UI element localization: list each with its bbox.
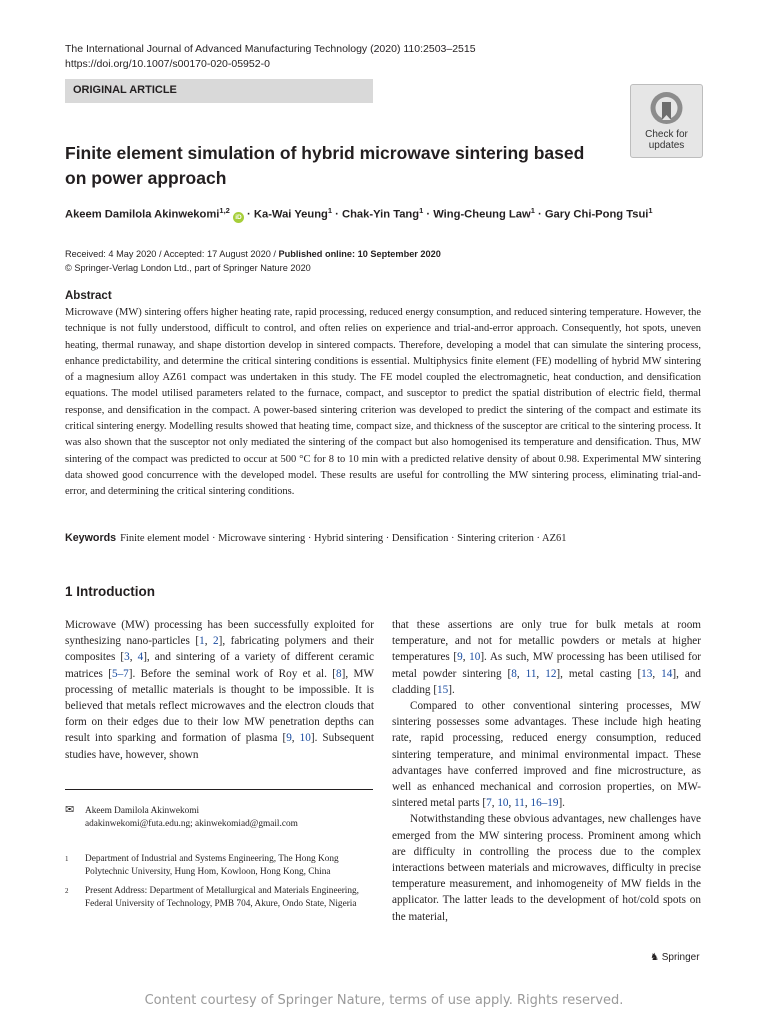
- citation-link[interactable]: 8: [511, 667, 517, 680]
- envelope-icon: ✉: [65, 804, 75, 816]
- citation-link[interactable]: 8: [336, 667, 342, 680]
- received-accepted: Received: 4 May 2020 / Accepted: 17 August 2020 /: [65, 249, 279, 259]
- check-for-updates-icon: [631, 85, 702, 129]
- author-name[interactable]: Akeem Damilola Akinwekomi: [65, 208, 220, 221]
- citation-link[interactable]: 9: [457, 651, 463, 664]
- citation-link[interactable]: 10: [497, 797, 509, 810]
- publication-dates: [65, 247, 441, 275]
- citation-link[interactable]: 16–19: [530, 797, 559, 810]
- author-affiliation: 1,2: [219, 206, 230, 215]
- author-name[interactable]: Gary Chi-Pong Tsui: [544, 208, 649, 221]
- citation-link[interactable]: 14: [661, 667, 673, 680]
- right-column: [392, 617, 701, 925]
- journal-citation: The International Journal of Advanced Manufacturing Technology (2020) 110:2503–2515: [65, 43, 476, 55]
- keywords-label: Keywords: [65, 532, 117, 544]
- citation-link[interactable]: 7: [486, 797, 492, 810]
- citation-link[interactable]: 5–7: [111, 667, 129, 680]
- citation-link[interactable]: 10: [299, 732, 311, 745]
- citation-link[interactable]: 2: [213, 635, 219, 648]
- citation-link[interactable]: 15: [437, 683, 449, 696]
- intro-paragraph: that these assertions are only true for bulk metals at room temperature, and not for metallic powders or metals at higher temperatures [9, 10]. As such, MW processing has been utilised for metal powder sintering [8, 11, 12], metal casting [13, 14], and cladding [15].: [392, 619, 702, 696]
- intro-paragraph: Compared to other conventional sintering processes, MW sintering possesses some advantages. These include high heating rate, rapid processing, reduced energy consumption, reduced sintering temperature, and minimal environmental impact. These advantages have conferred improved and fine microstructure, as well as enhanced mechanical and corrosion properties, on MW-sintered metal parts [7, 10, 11, 16–19].: [392, 700, 701, 810]
- keywords-text: Finite element model · Microwave sintering · Hybrid sintering · Densification · Sintering criterion · AZ61: [120, 533, 567, 544]
- author-list: Akeem Damilola Akinwekomi$^{1,2}$ iD · Ka-Wai Yeung$^1$ · Chak-Yin Tang$^1$ · Wing-Cheung Law$^1$ · Gary Chi-Pong Tsui$^1$: [65, 206, 653, 221]
- author-name[interactable]: Chak-Yin Tang: [342, 208, 420, 221]
- author-name[interactable]: Ka-Wai Yeung: [253, 208, 328, 221]
- orcid-icon[interactable]: iD: [233, 212, 244, 223]
- citation-link[interactable]: 11: [525, 667, 537, 680]
- publisher-logo: ♞ Springer: [650, 952, 700, 963]
- citation-link[interactable]: 13: [641, 667, 653, 680]
- citation-link[interactable]: 12: [545, 667, 557, 680]
- citation-link[interactable]: 4: [137, 651, 144, 664]
- published-online: Published online: 10 September 2020: [278, 249, 441, 259]
- citation-link[interactable]: 10: [469, 651, 481, 664]
- author-affiliation: 1: [530, 206, 535, 215]
- citation-link[interactable]: 1: [199, 635, 205, 648]
- corresponding-email[interactable]: adakinwekomi@futa.edu.ng; akinwekomiad@gmail.com: [85, 819, 298, 829]
- author-affiliation: 1: [648, 206, 653, 215]
- article-type-bar: [65, 79, 373, 103]
- citation-link[interactable]: 3: [124, 651, 130, 664]
- intro-paragraph: Notwithstanding these obvious advantages, new challenges have emerged from the MW sintering process. Prominent among which are difficulty in controlling the process due to the complex interactions between materials and microwaves, difficulty in precise temperature measurement, and inhomogeneity of MW fields in the applicator. The latter leads to the development of hot/cold spots on the material,: [392, 813, 701, 923]
- copyright-line: © Springer-Verlag London Ltd., part of Springer Nature 2020: [65, 263, 311, 273]
- left-column: [65, 617, 374, 763]
- courtesy-notice: Content courtesy of Springer Nature, terms of use apply. Rights reserved.: [144, 993, 624, 1008]
- article-type: ORIGINAL ARTICLE: [73, 84, 177, 96]
- citation-link[interactable]: 11: [514, 797, 525, 810]
- abstract-text: Microwave (MW) sintering offers higher heating rate, rapid processing, reduced energy consumption, and reduced sintering temperature. However, the technique is not fully understood, difficult to control, and often relies on experience and trial-and-error approach. Consequently, hot spots, uneven heating, thermal runaway, and shape distortion develop in sintered compacts. Therefore, developing a model that can simulate the sintering process, enhance predictability, and determine the critical sintering conditions is essential. Multiphysics finite element (FE) modelling of hybrid MW sintering of a magnesium alloy AZ61 compact was undertaken in this study. The FE model coupled the electromagnetic, heat conduction, and densification equations. The model utilised parameters related to the furnace, compact, and susceptor to predict the spatial distribution of electric field, thermal response, and densification in the compact. A power-based sintering criterion was developed to predict the sintering of the compact and estimate its critical sintering energy. Modelling results showed that heating time, compact size, and thickness of the susceptor are critical to the sintering process. It was also shown that the susceptor not only mediated the sintering of the compact but also homogenised its temperature and densification. Thus, MW sintering of the compact was predicted to occur at 500 °C for 8 to 10 min with a predicted relative density of about 0.98. Experimental MW sintering data showed good concurrence with the developed model. These results are useful for controlling the MW sintering process, eliminating trial-and-error, and determining the critical sintering conditions.: [65, 307, 701, 498]
- citation-link[interactable]: 9: [286, 732, 292, 745]
- corresponding-name: Akeem Damilola Akinwekomi: [85, 806, 200, 816]
- footnote-divider: [65, 789, 373, 790]
- author-affiliation: 1: [419, 206, 424, 215]
- paper-title: Finite element simulation of hybrid microwave sintering based on power approach: [65, 143, 585, 188]
- abstract-heading: Abstract: [65, 290, 112, 302]
- author-name[interactable]: Wing-Cheung Law: [433, 208, 531, 221]
- journal-header: [65, 42, 476, 72]
- springer-horse-icon: ♞: [650, 952, 659, 963]
- doi-link[interactable]: https://doi.org/10.1007/s00170-020-05952-0: [65, 58, 270, 70]
- section-heading: 1 Introduction: [65, 584, 155, 599]
- check-for-updates-label: Check for updates: [645, 129, 688, 151]
- author-affiliation: 1: [327, 206, 333, 215]
- check-for-updates-button[interactable]: [630, 84, 703, 158]
- intro-paragraph: Microwave (MW) processing has been successfully exploited for synthesizing nano-particles [1, 2], fabricating polymers and their composites [3, 4], and sintering of a variety of different ceramic matrices [5–7]. Before the seminal work of Roy et al. [8], MW processing of metallic materials is thought to be impossible. It is believed that metals reflect microwaves and the electron clouds that form on their edges due to their low MW penetration depths can result into sparking and formation of plasma [9, 10]. Subsequent studies have, however, shown: [65, 619, 375, 761]
- keywords: [65, 532, 701, 544]
